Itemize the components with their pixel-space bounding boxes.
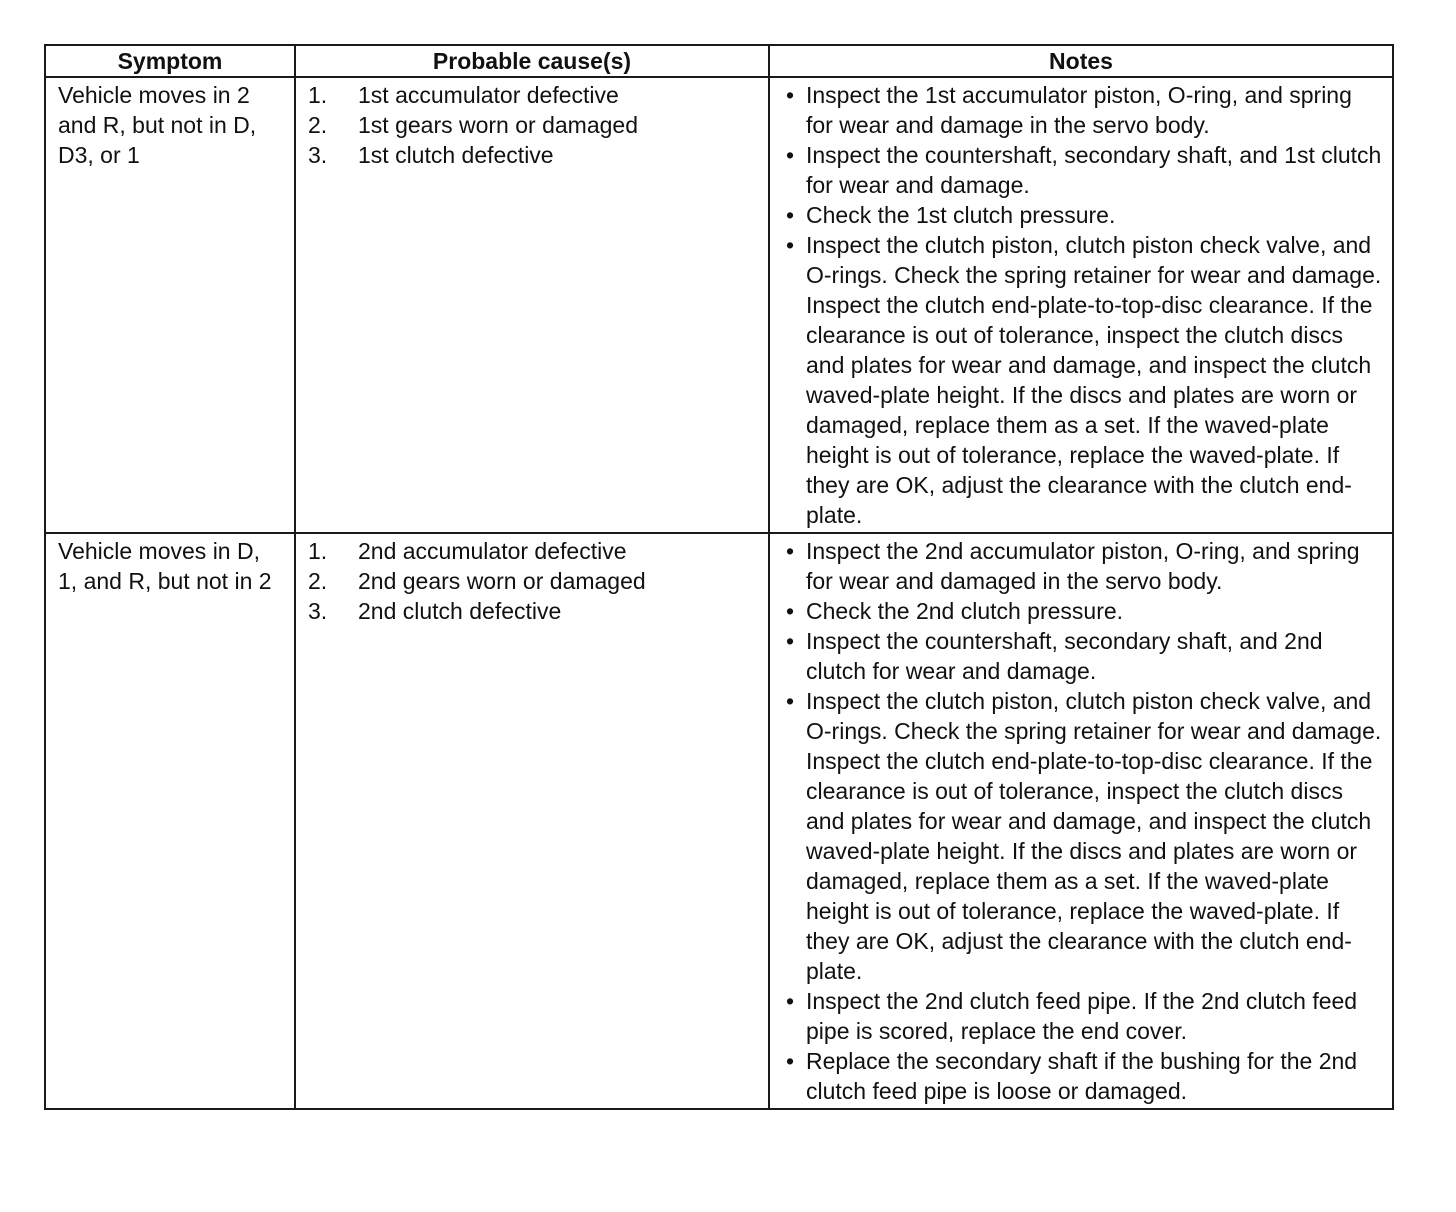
note-item: • Inspect the 1st accumulator piston, O-ring, and spring for wear and damage in the servo body.	[782, 80, 1382, 140]
cause-number: 2.	[308, 112, 328, 138]
symptom-text: Vehicle moves in 2 and R, but not in D, D3, or 1	[58, 82, 257, 168]
symptom-cell	[45, 533, 295, 1109]
cause-item	[308, 140, 758, 170]
cause-text: 2nd clutch defective	[358, 598, 562, 624]
notes-list	[782, 536, 1382, 1106]
symptom-text: Vehicle moves in D, 1, and R, but not in 2	[58, 538, 272, 594]
cause-text: 1st gears worn or damaged	[358, 112, 638, 138]
note-item: • Inspect the clutch piston, clutch piston check valve, and O-rings. Check the spring retainer for wear and damage. Inspect the clutch end-plate-to-top-disc clearance. If the clearance is out of tolerance, inspect the clutch discs and plates for wear and damage, and inspect the clutch waved-plate height. If the discs and plates are worn or damaged, replace them as a set. If the waved-plate height is out of tolerance, replace the waved-plate. If they are OK, adjust the clearance with the clutch end-plate.	[782, 686, 1382, 986]
note-item: • Check the 1st clutch pressure.	[782, 200, 1382, 230]
notes-list	[782, 80, 1382, 530]
note-item: • Inspect the clutch piston, clutch piston check valve, and O-rings. Check the spring retainer for wear and damage. Inspect the clutch end-plate-to-top-disc clearance. If the clearance is out of tolerance, inspect the clutch discs and plates for wear and damage, and inspect the clutch waved-plate height. If the discs and plates are worn or damaged, replace them as a set. If the waved-plate height is out of tolerance, replace the waved-plate. If they are OK, adjust the clearance with the clutch end-plate.	[782, 230, 1382, 530]
cause-text: 1st clutch defective	[358, 142, 554, 168]
notes-cell	[769, 533, 1393, 1109]
table-row	[45, 77, 1393, 533]
note-item: • Inspect the 2nd accumulator piston, O-ring, and spring for wear and damaged in the servo body.	[782, 536, 1382, 596]
cause-item	[308, 596, 758, 626]
cause-number: 1.	[308, 82, 328, 108]
causes-cell	[295, 533, 769, 1109]
troubleshooting-table	[44, 44, 1394, 1110]
notes-cell	[769, 77, 1393, 533]
causes-list	[308, 536, 758, 626]
cause-item	[308, 110, 758, 140]
header-probable-causes: Probable cause(s)	[295, 45, 769, 77]
cause-text: 1st accumulator defective	[358, 82, 619, 108]
causes-list	[308, 80, 758, 170]
note-item: • Check the 2nd clutch pressure.	[782, 596, 1382, 626]
cause-number: 2.	[308, 568, 328, 594]
note-item: • Inspect the 2nd clutch feed pipe. If the 2nd clutch feed pipe is scored, replace the end cover.	[782, 986, 1382, 1046]
header-notes: Notes	[769, 45, 1393, 77]
troubleshooting-sheet	[44, 44, 1392, 1110]
cause-text: 2nd accumulator defective	[358, 538, 627, 564]
cause-item	[308, 566, 758, 596]
cause-number: 3.	[308, 598, 328, 624]
cause-text: 2nd gears worn or damaged	[358, 568, 646, 594]
causes-cell	[295, 77, 769, 533]
cause-item	[308, 536, 758, 566]
header-row	[45, 45, 1393, 77]
note-item: • Replace the secondary shaft if the bushing for the 2nd clutch feed pipe is loose or damaged.	[782, 1046, 1382, 1106]
table-row	[45, 533, 1393, 1109]
symptom-cell	[45, 77, 295, 533]
cause-number: 1.	[308, 538, 328, 564]
cause-number: 3.	[308, 142, 328, 168]
note-item: • Inspect the countershaft, secondary shaft, and 2nd clutch for wear and damage.	[782, 626, 1382, 686]
header-symptom: Symptom	[45, 45, 295, 77]
cause-item	[308, 80, 758, 110]
note-item: • Inspect the countershaft, secondary shaft, and 1st clutch for wear and damage.	[782, 140, 1382, 200]
